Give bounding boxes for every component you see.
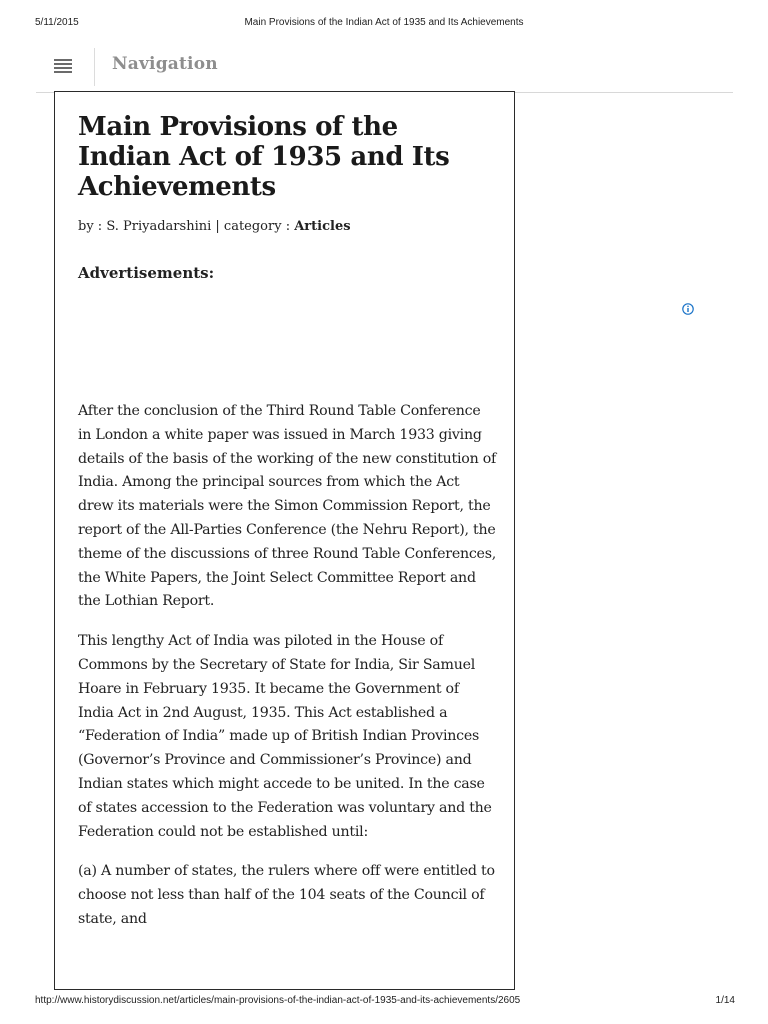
site-navbar xyxy=(36,48,733,93)
print-url: http://www.historydiscussion.net/articles/main-provisions-of-the-indian-act-of-1935-and-its-achievements/2605 xyxy=(35,995,521,1006)
byline-prefix: by : xyxy=(78,219,107,234)
article-body xyxy=(78,400,496,948)
navigation-label[interactable]: Navigation xyxy=(112,54,218,74)
author-name: S. Priyadarshini xyxy=(106,219,212,234)
paragraph: (a) A number of states, the rulers where off were entitled to choose not less than half of the 104 seats of the Council of state, and xyxy=(78,863,495,927)
print-date: 5/11/2015 xyxy=(35,17,79,28)
advertisements-heading: Advertisements: xyxy=(78,264,215,282)
paragraph: This lengthy Act of India was piloted in the House of Commons by the Secretary of State for India, Sir Samuel Hoare in February 1935. It became the Government of India Act in 2nd August, 1935. This Act established a “Federation of India” made up of British Indian Provinces (Governor’s Province and Commissioner’s Province) and Indian states which might accede to be united. In the case of states accession to the Federation was voluntary and the Federation could not be established until: xyxy=(78,633,492,840)
print-header xyxy=(0,17,768,31)
print-footer xyxy=(0,995,768,1009)
print-document-title: Main Provisions of the Indian Act of 1935 and Its Achievements xyxy=(244,17,524,28)
info-icon[interactable] xyxy=(682,303,694,315)
article-byline xyxy=(78,219,351,234)
category-link[interactable]: Articles xyxy=(294,219,351,234)
page-number: 1/14 xyxy=(715,995,735,1006)
byline-separator: | category : xyxy=(211,219,295,234)
advertisement-slot xyxy=(78,292,488,392)
paragraph: After the conclusion of the Third Round Table Conference in London a white paper was issued in March 1933 giving details of the basis of the working of the new constitution of India. Among the principal sources from which the Act drew its materials were the Simon Commission Report, the report of the All-Parties Conference (the Nehru Report), the theme of the discussions of three Round Table Conferences, the White Papers, the Joint Select Committee Report and the Lothian Report. xyxy=(78,403,497,610)
nav-divider xyxy=(94,48,95,86)
article-card xyxy=(54,91,515,990)
article-title: Main Provisions of the Indian Act of 1935 and Its Achievements xyxy=(78,112,450,202)
hamburger-menu-icon[interactable] xyxy=(54,58,76,74)
